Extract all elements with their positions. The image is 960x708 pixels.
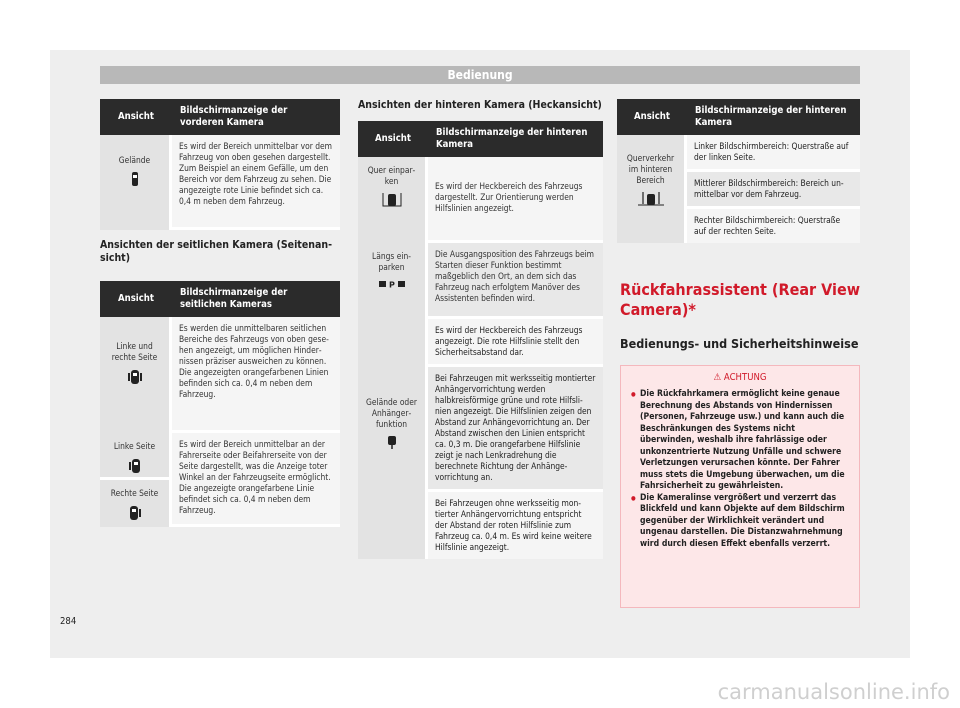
description-group xyxy=(687,135,860,243)
description-cell: Es wird der Heckbereich des Fahrzeugs dargestellt. Zur Orientierung werden Hilfslinien angezeigt. xyxy=(428,157,603,243)
warning-label: ACHTUNG xyxy=(723,372,767,383)
svg-text:P: P xyxy=(388,280,395,289)
description-cell: Es wird der Bereich unmittelbar an der Fahrerseite oder Beifahrerseite von der Seite dargestellt, was die Anzeige toter Winkel an der Fahrzeugseite ermöglicht. Die angezeigte orangefarbene Linie befindet sich ca. 0,4 m neben dem Fahrzeug. xyxy=(172,433,340,527)
view-label: Gelände xyxy=(118,155,151,165)
view-label: Linke Seite xyxy=(113,441,156,451)
view-cell xyxy=(358,319,428,559)
section-title: Rückfahrassistent (Rear View Camera)* xyxy=(620,280,860,319)
col-header-view: Ansicht xyxy=(617,99,687,135)
rear-camera-heading xyxy=(358,99,603,112)
rear-camera-table xyxy=(358,121,603,559)
view-subcell-right xyxy=(100,477,169,527)
col-header-display: Bildschirmanzeige der hinteren Kamera xyxy=(687,99,860,135)
table-row xyxy=(100,317,340,433)
section-subtitle: Bedienungs- und Sicherheitshinweise xyxy=(620,336,859,351)
watermark: carmanualsonline.info xyxy=(717,680,950,704)
description-group xyxy=(428,319,603,559)
description-cell: Die Ausgangsposition des Fahrzeugs beim Starten dieser Funktion bestimmt maßgeblich den Ort, an dem sich das Fahrzeug nach erfolgtem Manöver des Assistenten befinden wird. xyxy=(428,243,603,319)
list-item: ● Die Rückfahrkamera ermöglicht keine genaue Berechnung des Abstands von Hindernissen (Personen, Fahrzeuge usw.) und kann auch die Beschränkungen des Systems nicht überwinden, weshalb ihre fahrlässige oder unkonzentrierte Nutzung Unfälle und schwere Verletzungen verursachen könnte. Der Fahrer muss stets die Umgebung überwachen, um die Fahrsicherheit zu gewährleisten. xyxy=(631,389,851,493)
side-camera-heading xyxy=(100,239,340,265)
description-cell: Es wird der Heckbereich des Fahrzeugs angezeigt. Die rote Hilfslinie stellt den Sicherheitsabstand dar. xyxy=(428,319,603,367)
cross-parking-icon xyxy=(382,193,402,207)
table-row xyxy=(617,135,860,243)
view-cell xyxy=(100,135,172,230)
view-label: Rechte Seite xyxy=(110,488,159,498)
trailer-hitch-icon xyxy=(387,436,397,450)
car-front-icon xyxy=(131,172,139,186)
description-cell: Rechter Bildschirmbereich: Querstraße auf der rechten Seite. xyxy=(687,209,860,243)
col-header-view: Ansicht xyxy=(100,281,172,317)
warning-triangle-icon: ⚠ xyxy=(713,372,722,383)
section-header: Bedienung xyxy=(100,66,860,84)
list-item: ● Die Kameralinse vergrößert und verzerrt das Blickfeld und kann Objekte auf dem Bildschirm gegenüber der Wirklichkeit verändert und ungenau darstellen. Die Distanzwahrnehmung wird durch diesen Effekt ebenfalls verzerrt. xyxy=(631,493,851,551)
description-cell: Es wird der Bereich unmittelbar vor dem Fahrzeug von oben gesehen dargestellt. Zum Beispiel an einem Gefälle, um den Bereich vor dem Fahrzeug zu sehen. Die angezeigte rote Linie befindet sich ca. 0,4 m neben dem Fahrzeug. xyxy=(172,135,340,230)
col-header-display: Bildschirmanzeige der seitlichen Kameras xyxy=(172,281,340,317)
view-label: Gelände oder Anhängerfunktion xyxy=(366,397,417,429)
side-camera-table xyxy=(100,281,340,527)
parallel-parking-icon xyxy=(379,279,405,289)
cross-traffic-icon xyxy=(638,192,664,206)
view-label: Quer einparken xyxy=(367,165,416,186)
col-header-view: Ansicht xyxy=(100,99,172,135)
car-both-sides-icon xyxy=(128,369,142,385)
table-row xyxy=(358,243,603,319)
cross-traffic-table xyxy=(617,99,860,243)
table-row xyxy=(358,157,603,243)
section-title-block xyxy=(620,280,860,320)
view-cell xyxy=(617,135,687,243)
view-cell xyxy=(100,317,172,433)
warning-list xyxy=(631,389,851,550)
description-cell: Bei Fahrzeugen mit werksseitig montierter Anhängervorrichtung werden halbkreisförmige grüne und rote Hilfslinien angezeigt. Die Hilfslinien zeigen den Abstand zur Anhängevorrichtung an. Der Abstand zwischen den Linien entspricht ca. 0,3 m. Die orangefarbene Hilfslinie zeigt je nach Lenkradrehung die berechnete Richtung der Anhängevorrichtung an. xyxy=(428,367,603,492)
page-number: 284 xyxy=(60,616,77,627)
warning-header xyxy=(621,366,859,383)
table-row xyxy=(100,135,340,230)
view-label: Querverkehr im hinteren Bereich xyxy=(626,153,675,185)
description-cell: Mittlerer Bildschirmbereich: Bereich unmittelbar vor dem Fahrzeug. xyxy=(687,172,860,209)
description-cell: Bei Fahrzeugen ohne werksseitig montierter Anhängervorrichtung entspricht der Abstand der roten Hilfslinie zum Fahrzeug ca. 0,4 m. Es wird keine weitere Hilfslinie angezeigt. xyxy=(428,492,603,559)
car-left-side-icon xyxy=(129,458,141,474)
table-row xyxy=(100,433,340,527)
car-right-side-icon xyxy=(129,505,141,521)
col-header-view: Ansicht xyxy=(358,121,428,157)
view-cell xyxy=(358,157,428,243)
col-header-display: Bildschirmanzeige der vorderen Kamera xyxy=(172,99,340,135)
view-label: Linke und rechte Seite xyxy=(111,341,158,362)
section-heading: Ansichten der seitlichen Kamera (Seitenansicht) xyxy=(100,239,332,264)
col-header-display: Bildschirmanzeige der hinteren Kamera xyxy=(428,121,603,157)
subtitle-block xyxy=(620,336,860,351)
section-heading: Ansichten der hinteren Kamera (Heckansicht) xyxy=(358,99,602,111)
view-cell xyxy=(358,243,428,319)
table-row xyxy=(358,319,603,559)
warning-box xyxy=(620,365,860,608)
view-subcell-left xyxy=(100,433,169,477)
view-label: Längs einparken xyxy=(372,251,411,272)
front-camera-table xyxy=(100,99,340,230)
description-cell: Es werden die unmittelbaren seitlichen Bereiche des Fahrzeugs von oben gesehen angezeigt, um möglichen Hindernissen präziser ausweichen zu können. Die angezeigten orangefarbenen Linien befinden sich ca. 0,4 m neben dem Fahrzeug. xyxy=(172,317,340,433)
view-cell xyxy=(100,433,172,527)
description-cell: Linker Bildschirmbereich: Querstraße auf der linken Seite. xyxy=(687,135,860,172)
